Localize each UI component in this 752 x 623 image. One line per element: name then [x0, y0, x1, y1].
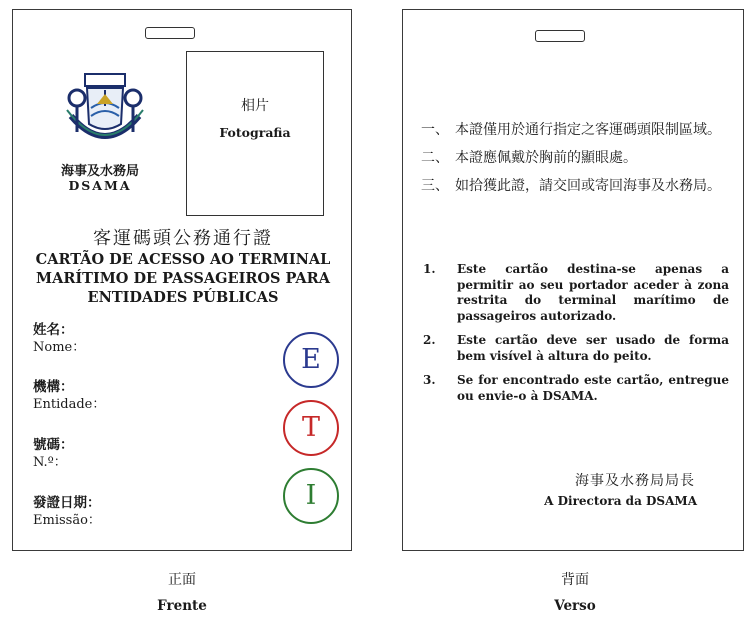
- caption-back-portuguese: Verso: [554, 598, 596, 614]
- rules-portuguese: [423, 262, 729, 413]
- card-title-chinese: 客運碼頭公務通行證: [93, 228, 273, 249]
- org-name-acronym: DSAMA: [68, 178, 132, 193]
- field-issue-date: [33, 494, 101, 530]
- rule-text: Este cartão destina-se apenas a permitir ao seu portador aceder à zona restrita do terminal marítimo de passageiros autorizado.: [457, 262, 729, 323]
- rule-text: 本證應佩戴於胸前的顯眼處。: [455, 150, 637, 166]
- card-title-portuguese: CARTÃO DE ACESSO AO TERMINAL MARÍTIMO DE PASSAGEIROS PARA ENTIDADES PÚBLICAS: [35, 251, 331, 306]
- photo-label-chinese: 相片: [241, 98, 269, 114]
- photo-label-portuguese: Fotografia: [219, 125, 291, 140]
- rule-number: 2.: [423, 333, 436, 347]
- rule-item: [423, 262, 729, 324]
- rule-text: 本證僅用於通行指定之客運碼頭限制區域。: [455, 122, 721, 138]
- access-zone-badge-e: E: [283, 332, 339, 388]
- rule-text: Este cartão deve ser usado de forma bem visível à altura do peito.: [457, 333, 729, 363]
- caption-front-portuguese: Frente: [157, 598, 207, 614]
- field-label-portuguese: Emissão：: [33, 513, 101, 528]
- rule-number: 一、: [421, 122, 449, 138]
- field-number: [33, 436, 74, 472]
- field-label-chinese: 發證日期：: [33, 495, 101, 511]
- rule-item: [423, 333, 729, 364]
- signatory-title-chinese: 海事及水務局局長: [575, 473, 695, 489]
- lanyard-slot: [145, 27, 195, 39]
- rule-number: 三、: [421, 178, 449, 194]
- rule-number: 3.: [423, 373, 436, 387]
- org-name-chinese: 海事及水務局: [60, 164, 139, 179]
- caption-front: [112, 567, 252, 619]
- rule-item: [421, 147, 731, 169]
- lanyard-slot: [535, 30, 585, 42]
- photo-area: [186, 51, 324, 216]
- field-label-portuguese: Nome：: [33, 340, 86, 355]
- caption-back-chinese: 背面: [561, 572, 589, 588]
- caption-back: [505, 567, 645, 619]
- field-label-chinese: 機構：: [33, 379, 74, 395]
- card-front: [12, 9, 352, 551]
- field-label-portuguese: N.º：: [33, 455, 67, 470]
- rule-item: [421, 175, 731, 197]
- rule-item: [423, 373, 729, 404]
- field-name: [33, 321, 85, 357]
- card-back: [402, 9, 744, 551]
- rules-chinese: [421, 119, 731, 203]
- rule-number: 1.: [423, 262, 436, 276]
- access-zone-badge-i: I: [283, 468, 339, 524]
- access-zone-badge-t: T: [283, 400, 339, 456]
- field-entity: [33, 378, 105, 414]
- rule-number: 二、: [421, 150, 449, 166]
- caption-front-chinese: 正面: [168, 572, 196, 588]
- signatory-title-portuguese: A Directora da DSAMA: [544, 494, 697, 508]
- rule-item: [421, 119, 731, 141]
- rule-text: 如拾獲此證，請交回或寄回海事及水務局。: [455, 178, 721, 194]
- rule-text: Se for encontrado este cartão, entregue ou envie-o à DSAMA.: [457, 373, 729, 403]
- field-label-chinese: 號碼：: [33, 437, 74, 453]
- dsama-crest-logo: [57, 58, 153, 154]
- field-label-portuguese: Entidade：: [33, 397, 106, 412]
- field-label-chinese: 姓名：: [33, 322, 74, 338]
